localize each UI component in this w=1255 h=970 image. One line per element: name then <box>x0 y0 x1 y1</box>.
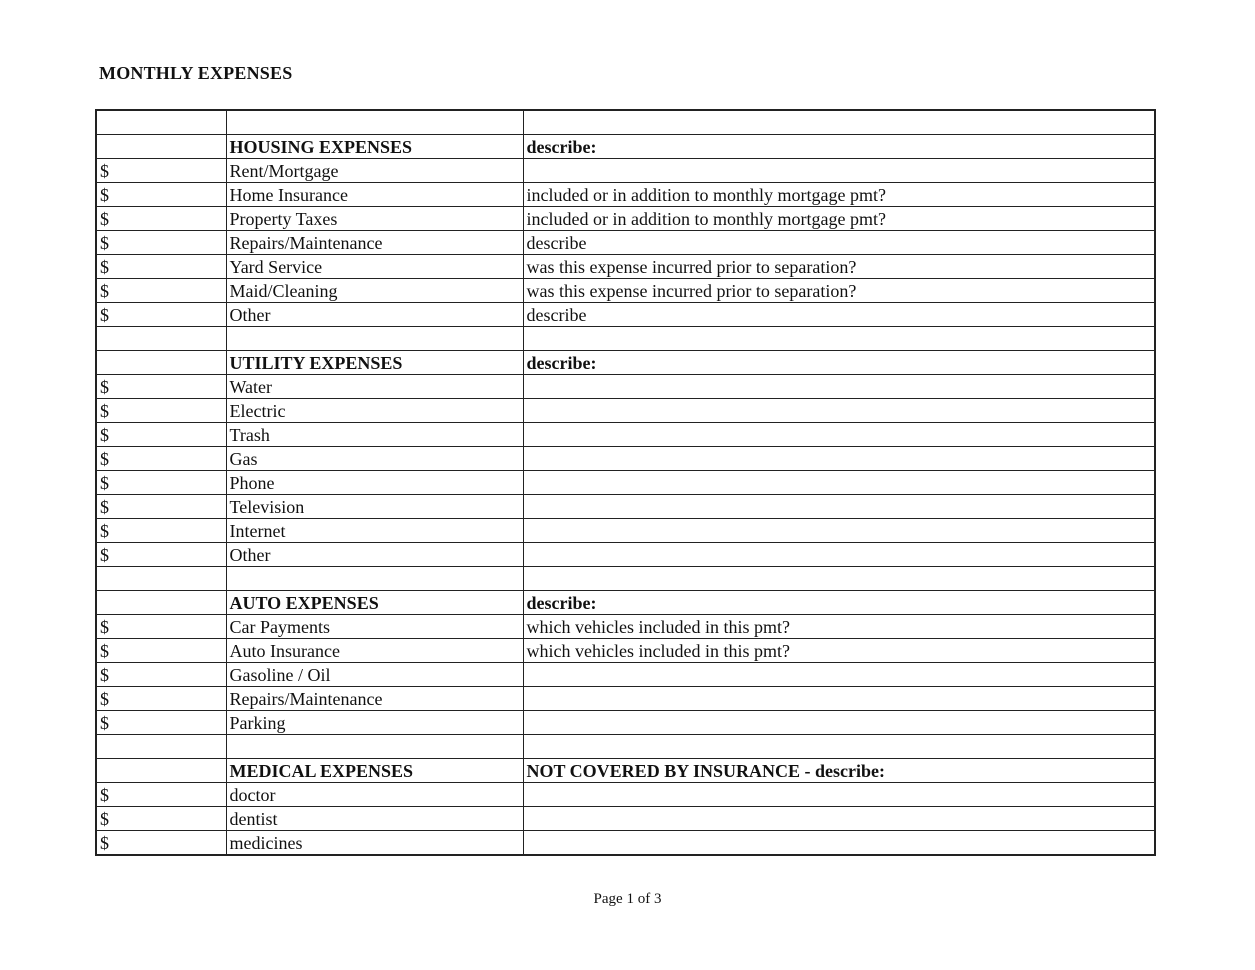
amount-cell[interactable]: $ <box>96 495 226 519</box>
description-cell[interactable] <box>523 519 1155 543</box>
page-number: Page 1 of 3 <box>593 891 662 907</box>
expense-label-cell: Home Insurance <box>226 183 523 207</box>
expense-row <box>96 447 1155 471</box>
expense-row <box>96 615 1155 639</box>
expense-label-cell: Internet <box>226 519 523 543</box>
description-cell[interactable]: describe <box>523 231 1155 255</box>
expense-row <box>96 519 1155 543</box>
spacer-row <box>96 735 1155 759</box>
amount-cell[interactable]: $ <box>96 159 226 183</box>
expense-label-cell: Electric <box>226 399 523 423</box>
amount-cell[interactable]: $ <box>96 783 226 807</box>
expense-label-cell: Car Payments <box>226 615 523 639</box>
description-cell[interactable]: which vehicles included in this pmt? <box>523 639 1155 663</box>
expense-label-cell: Gas <box>226 447 523 471</box>
description-cell[interactable] <box>523 423 1155 447</box>
expense-label-cell: Trash <box>226 423 523 447</box>
expense-label-cell: Parking <box>226 711 523 735</box>
amount-cell[interactable]: $ <box>96 231 226 255</box>
amount-cell <box>96 567 226 591</box>
amount-cell[interactable]: $ <box>96 519 226 543</box>
expense-row <box>96 255 1155 279</box>
expense-row <box>96 543 1155 567</box>
expense-row <box>96 375 1155 399</box>
section-title-cell: HOUSING EXPENSES <box>226 135 523 159</box>
amount-cell <box>96 327 226 351</box>
description-cell[interactable] <box>523 399 1155 423</box>
amount-cell <box>96 591 226 615</box>
section-title-cell: UTILITY EXPENSES <box>226 351 523 375</box>
expense-row <box>96 639 1155 663</box>
expense-row <box>96 783 1155 807</box>
spacer-row <box>96 110 1155 135</box>
description-cell[interactable] <box>523 495 1155 519</box>
amount-cell[interactable]: $ <box>96 711 226 735</box>
expense-row <box>96 207 1155 231</box>
amount-cell[interactable]: $ <box>96 639 226 663</box>
expense-label-cell: Television <box>226 495 523 519</box>
expense-label-cell <box>226 735 523 759</box>
expense-label-cell: Other <box>226 543 523 567</box>
description-cell[interactable]: which vehicles included in this pmt? <box>523 615 1155 639</box>
expense-label-cell: Repairs/Maintenance <box>226 231 523 255</box>
expense-row <box>96 831 1155 856</box>
description-cell[interactable] <box>523 687 1155 711</box>
expense-label-cell: Other <box>226 303 523 327</box>
expense-label-cell: Property Taxes <box>226 207 523 231</box>
amount-cell[interactable]: $ <box>96 183 226 207</box>
amount-cell[interactable]: $ <box>96 807 226 831</box>
expense-label-cell: doctor <box>226 783 523 807</box>
expense-label-cell <box>226 110 523 135</box>
expense-label-cell: Water <box>226 375 523 399</box>
amount-cell[interactable]: $ <box>96 279 226 303</box>
amount-cell <box>96 135 226 159</box>
section-title-cell: AUTO EXPENSES <box>226 591 523 615</box>
expense-label-cell: Phone <box>226 471 523 495</box>
section-header-row <box>96 135 1155 159</box>
expense-row <box>96 687 1155 711</box>
amount-cell <box>96 759 226 783</box>
description-cell <box>523 567 1155 591</box>
expense-row <box>96 471 1155 495</box>
section-header-row <box>96 591 1155 615</box>
describe-header-cell: describe: <box>523 135 1155 159</box>
spacer-row <box>96 327 1155 351</box>
description-cell[interactable] <box>523 375 1155 399</box>
amount-cell[interactable]: $ <box>96 255 226 279</box>
expenses-table-body <box>96 110 1155 855</box>
amount-cell[interactable]: $ <box>96 207 226 231</box>
amount-cell[interactable]: $ <box>96 615 226 639</box>
amount-cell[interactable]: $ <box>96 831 226 856</box>
amount-cell[interactable]: $ <box>96 399 226 423</box>
spacer-row <box>96 567 1155 591</box>
amount-cell[interactable]: $ <box>96 687 226 711</box>
amount-cell <box>96 351 226 375</box>
expense-label-cell <box>226 567 523 591</box>
description-cell[interactable]: included or in addition to monthly mortgage pmt? <box>523 183 1155 207</box>
expense-row <box>96 279 1155 303</box>
expense-label-cell: medicines <box>226 831 523 856</box>
description-cell[interactable] <box>523 447 1155 471</box>
description-cell <box>523 735 1155 759</box>
amount-cell[interactable]: $ <box>96 303 226 327</box>
describe-header-cell: NOT COVERED BY INSURANCE - describe: <box>523 759 1155 783</box>
description-cell[interactable] <box>523 783 1155 807</box>
description-cell[interactable]: describe <box>523 303 1155 327</box>
expense-row <box>96 711 1155 735</box>
expense-label-cell: Repairs/Maintenance <box>226 687 523 711</box>
expenses-table <box>95 109 1156 856</box>
section-header-row <box>96 759 1155 783</box>
expense-label-cell: Gasoline / Oil <box>226 663 523 687</box>
amount-cell <box>96 110 226 135</box>
amount-cell[interactable]: $ <box>96 663 226 687</box>
description-cell <box>523 110 1155 135</box>
expense-label-cell: Auto Insurance <box>226 639 523 663</box>
description-cell[interactable] <box>523 471 1155 495</box>
description-cell <box>523 327 1155 351</box>
expense-label-cell: dentist <box>226 807 523 831</box>
expense-label-cell: Rent/Mortgage <box>226 159 523 183</box>
description-cell[interactable]: was this expense incurred prior to separation? <box>523 279 1155 303</box>
description-cell[interactable] <box>523 159 1155 183</box>
description-cell[interactable]: included or in addition to monthly mortgage pmt? <box>523 207 1155 231</box>
expense-row <box>96 423 1155 447</box>
description-cell[interactable] <box>523 543 1155 567</box>
expense-label-cell: Yard Service <box>226 255 523 279</box>
description-cell[interactable] <box>523 711 1155 735</box>
description-cell[interactable] <box>523 831 1155 856</box>
describe-header-cell: describe: <box>523 591 1155 615</box>
expense-label-cell <box>226 327 523 351</box>
expense-row <box>96 303 1155 327</box>
amount-cell[interactable]: $ <box>96 447 226 471</box>
expense-label-cell: Maid/Cleaning <box>226 279 523 303</box>
amount-cell[interactable]: $ <box>96 543 226 567</box>
expense-row <box>96 231 1155 255</box>
amount-cell[interactable]: $ <box>96 423 226 447</box>
expense-row <box>96 159 1155 183</box>
description-cell[interactable] <box>523 663 1155 687</box>
description-cell[interactable] <box>523 807 1155 831</box>
describe-header-cell: describe: <box>523 351 1155 375</box>
expense-row <box>96 183 1155 207</box>
page-title: MONTHLY EXPENSES <box>99 63 293 83</box>
amount-cell[interactable]: $ <box>96 471 226 495</box>
section-header-row <box>96 351 1155 375</box>
expense-row <box>96 663 1155 687</box>
expense-row <box>96 495 1155 519</box>
amount-cell[interactable]: $ <box>96 375 226 399</box>
description-cell[interactable]: was this expense incurred prior to separation? <box>523 255 1155 279</box>
expense-row <box>96 807 1155 831</box>
section-title-cell: MEDICAL EXPENSES <box>226 759 523 783</box>
expense-row <box>96 399 1155 423</box>
amount-cell <box>96 735 226 759</box>
